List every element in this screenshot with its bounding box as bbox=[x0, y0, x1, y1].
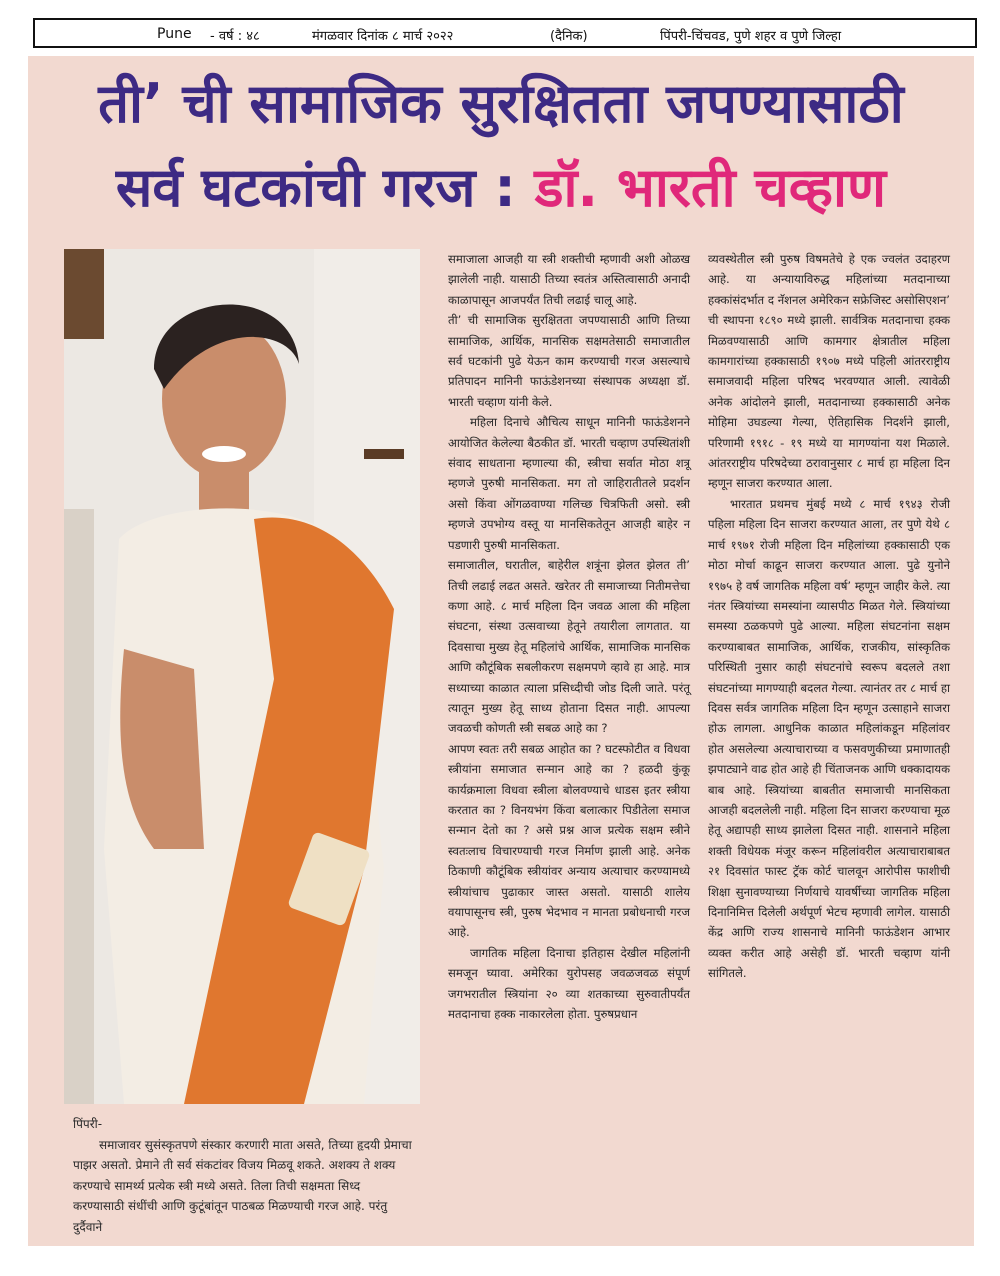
headline-line-2 bbox=[28, 152, 974, 224]
col1-paragraph: आपण स्वतः तरी सबळ आहोत का ? घटस्फोटीत व विधवा स्त्रीयांना समाजात सन्मान आहे का ? हळदी कुंकू कार्यक्रमाला विधवा स्त्रीला बोलवण्याचे धाडस इतर स्त्रीया करतात का ? विनयभंग किंवा बलात्कार पिडीतेला समाज सन्मान देतो का ? असे प्रश्न आज प्रत्येक सक्षम स्त्रीने स्वतःलाच विचारण्याची गरज निर्माण झाली आहे. अनेक ठिकाणी कौटूंबिक स्त्रीयांवर अन्याय अत्याचार करण्यामध्ये स्त्रीयांचाच पुढाकार जास्त असतो. यासाठी शालेय वयापासूनच स्त्री, पुरुष भेदभाव न मानता प्रबोधनाची गरज आहे. bbox=[448, 741, 690, 940]
masthead-date: मंगळवार दिनांक ८ मार्च २०२२ bbox=[312, 29, 454, 44]
caption-text: समाजावर सुसंस्कृतपणे संस्कार करणारी माता असते, तिच्या हृदयी प्रेमाचा पाझर असतो. प्रेमाने ती सर्व संकटांवर विजय मिळवू शकते. अशक्य ते शक्य करण्याचे सामर्थ्य प्रत्येक स्त्री मध्ये असते. तिला तिची सक्षमता सिध्द करण्यासाठी संधींची आणि कुटूंबांतून पाठबळ मिळण्याची गरज आहे. परंतु दुर्दैवाने bbox=[73, 1137, 412, 1234]
masthead bbox=[33, 18, 977, 48]
col1-paragraph: समाजाला आजही या स्त्री शक्तीची म्हणावी अशी ओळख झालेली नाही. यासाठी तिच्या स्वतंत्र अस्तित्वासाठी अनादी काळापासून आजपर्यंत तिची लढाई चालू आहे. bbox=[448, 252, 690, 307]
col1-paragraph: ती’ ची सामाजिक सुरक्षितता जपण्यासाठी आणि तिच्या सामाजिक, आर्थिक, मानसिक सक्षमतेसाठी समाजातील सर्व घटकांनी पुढे येऊन काम करण्याची गरज असल्याचे प्रतिपादन मानिनी फाऊंडेशनच्या संस्थापक अध्यक्षा डॉ. भारती चव्हाण यांनी केले. bbox=[448, 313, 690, 409]
masthead-city: Pune bbox=[157, 26, 192, 42]
headline-line-1: ती’ ची सामाजिक सुरक्षितता जपण्यासाठी bbox=[98, 72, 904, 135]
caption-place: पिंपरी- bbox=[73, 1117, 103, 1131]
masthead-frequency: (दैनिक) bbox=[550, 29, 588, 44]
col1-paragraph: समाजातील, घरातील, बाहेरील शत्रूंना झेलत झेलत ती’ तिची लढाई लढत असते. खरेतर ती समाजाच्या नितीमत्तेचा कणा आहे. ८ मार्च महिला दिन जवळ आला की महिला संघटना, संस्था उत्सवाच्या हेतूने तयारीला लागतात. या दिवसाचा मुख्य हेतू महिलांचे आर्थिक, सामाजिक मानसिक आणि कौटूंबिक सबलीकरण सक्षमपणे व्हावे हा आहे. मात्र सध्याच्या काळात त्याला प्रसिध्दीची जोड दिली जाते. परंतू त्यातून मुख्य हेतू साध्य होताना दिसत नाही. आपल्या जवळची कोणती स्त्री सबळ आहे का ? bbox=[448, 558, 690, 736]
caption-column bbox=[73, 1114, 413, 1237]
col2-paragraph: भारतात प्रथमच मुंबई मध्ये ८ मार्च १९४३ रोजी पहिला महिला दिन साजरा करण्यात आला, तर पुणे येथे ८ मार्च १९७१ रोजी महिला दिन महिलांच्या हक्कासाठी एक मोठा मोर्चा काढून साजरा करण्यात आला. पुढे युनोने १९७५ हे वर्ष जागतिक महिला वर्ष’ म्हणून जाहीर केले. त्या नंतर स्त्रियांच्या समस्यांना व्यासपीठ मिळत गेले. स्त्रियांच्या समस्या ठळकपणे पुढे आल्या. महिला संघटनांना सक्षम करण्याबाबत सामाजिक, आर्थिक, राजकीय, सांस्कृतिक परिस्थिती नुसार काही संघटनांचे स्वरूप बदलले तशा संघटनांच्या मागण्याही बदलत गेल्या. त्यानंतर तर ८ मार्च हा दिवस सर्वत्र जागतिक महिला दिन म्हणून उत्साहाने साजरा होऊ लागला. आधुनिक काळात महिलांकडून महिलांवर होत असलेल्या अत्याचाराच्या व फसवणुकीच्या प्रमाणातही झपाट्याने वाढ होत आहे ही चिंताजनक आणि धक्कादायक बाब आहे. स्त्रियांच्या बाबतीत समाजाची मानसिकता आजही बदललेली नाही. महिला दिन साजरा करण्याचा मूळ हेतू अद्यापही साध्य झालेला दिसत नाही. शासनाने महिला शक्ती विधेयक मंजूर करून महिलांवरील अत्याचाराबाबत २१ दिवसांत फास्ट ट्रॅक कोर्ट चालवून आरोपीस फाशीची शिक्षा सुनावण्याच्या निर्णयाचे यावर्षीच्या जागतिक महिला दिनानिमित्त दिलेली अर्थपूर्ण भेटच म्हणावी लागेल. यासाठी केंद्र आणि राज्य शासनाचे मानिनी फाऊंडेशन आभार व्यक्त करीत आहे असेही डॉ. भारती चव्हाण यांनी सांगितले. bbox=[708, 496, 950, 981]
newspaper-page bbox=[28, 56, 974, 1246]
col1-paragraph: जागतिक महिला दिनाचा इतिहास देखील महिलांनी समजून घ्यावा. अमेरिका युरोपसह जवळजवळ संपूर्ण जगभरातील स्त्रियांना २० व्या शतकाच्या सुरुवातीपर्यंत मतदानाचा हक्क नाकारलेला होता. पुरुषप्रधान bbox=[448, 945, 690, 1022]
masthead-year: - वर्ष : ४८ bbox=[210, 29, 260, 44]
headline-line-2-name: डॉ. भारती चव्हाण bbox=[534, 156, 887, 219]
article-column-1 bbox=[448, 249, 690, 1024]
portrait-photo-icon bbox=[64, 249, 420, 1104]
article-column-2 bbox=[708, 249, 950, 984]
headline-line-2-main: सर्व घटकांची गरज : bbox=[115, 156, 535, 219]
portrait-photo bbox=[64, 249, 420, 1104]
masthead-region: पिंपरी-चिंचवड, पुणे शहर व पुणे जिल्हा bbox=[660, 29, 842, 44]
col1-paragraph: महिला दिनाचे औचित्य साधून मानिनी फाऊंडेशनने आयोजित केलेल्या बैठकीत डॉ. भारती चव्हाण उपस्थितांशी संवाद साधताना म्हणाल्या की, स्त्रीचा सर्वात मोठा शत्रू म्हणजे पुरुषी मानसिकता. मग तो जाहिरातीतले प्रदर्शन असो किंवा ओंगळवाण्या गलिच्छ चित्रफिती असो. स्त्री म्हणजे उपभोग्य वस्तू या मानसिकतेतून आजही बाहेर न पडणारी पुरुषी मानसिकता. bbox=[448, 415, 690, 552]
col2-paragraph: व्यवस्थेतील स्त्री पुरुष विषमतेचे हे एक ज्वलंत उदाहरण आहे. या अन्यायाविरुद्ध महिलांच्या मतदानाच्या हक्कांसंदर्भात द नॅशनल अमेरिकन सफ्रेजिस्ट असोसिएशन’ ची स्थापना १८९० मध्ये झाली. सार्वत्रिक मतदानाचा हक्क मिळवण्यासाठी आणि कामगार क्षेत्रातील महिला कामगारांच्या हक्कासाठी १९०७ मध्ये पहिली आंतरराष्ट्रीय समाजवादी महिला परिषद भरवण्यात आली. त्यावेळी अनेक आंदोलने झाली, मतदानाच्या हक्कासाठी अनेक मोहिमा उघडल्या गेल्या, ऐतिहासिक निदर्शने झाली, परिणामी १९१८ - १९ मध्ये या मागण्यांना यश मिळाले. आंतरराष्ट्रीय परिषदेच्या ठरावानुसार ८ मार्च हा महिला दिन म्हणून साजरा करण्यात आला. bbox=[708, 252, 950, 491]
